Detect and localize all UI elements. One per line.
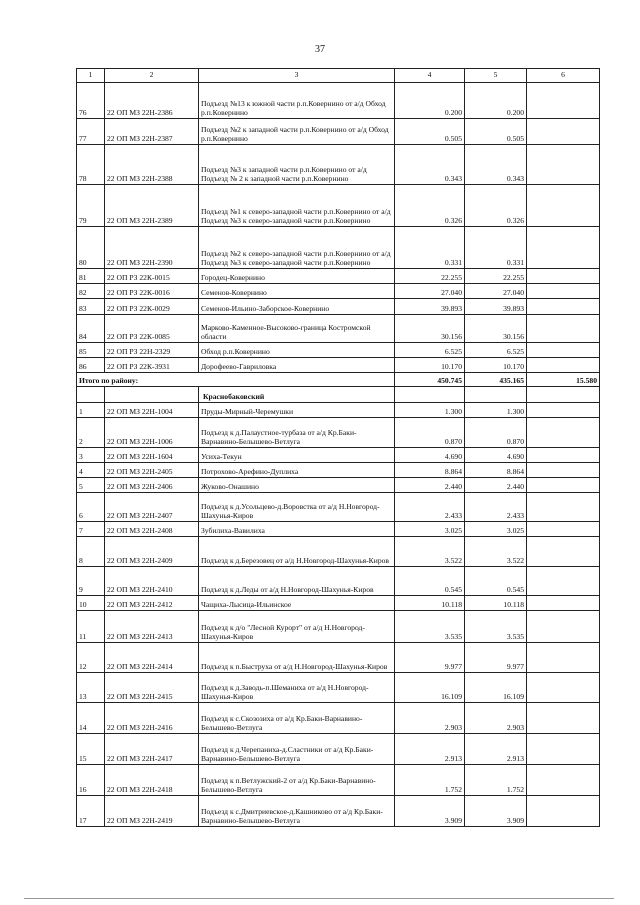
length-col4: 6.525 (395, 343, 465, 358)
row-number: 16 (77, 765, 105, 796)
road-name: Дорофеево-Гавриловка (199, 358, 395, 373)
road-code: 22 ОП МЗ 22Н-2414 (105, 643, 199, 673)
empty-cell (105, 387, 199, 403)
road-name: Пруды-Мирный-Черемушки (199, 403, 395, 418)
table-row (77, 119, 600, 145)
length-col4: 30.156 (395, 315, 465, 343)
row-number: 3 (77, 448, 105, 463)
row-number: 9 (77, 567, 105, 596)
length-col5: 30.156 (465, 315, 527, 343)
table-row (77, 734, 600, 765)
table-row (77, 643, 600, 673)
length-col4: 3.909 (395, 796, 465, 827)
length-col6 (527, 448, 600, 463)
road-name: Чащиха-Лысица-Ильинское (199, 596, 395, 611)
column-header: 6 (527, 69, 600, 83)
table-row (77, 284, 600, 299)
length-col4: 27.040 (395, 284, 465, 299)
road-name: Подъезд к д.Заводь-п.Шеманиха от а/д Н.Новгород-Шахунья-Киров (199, 673, 395, 703)
length-col5: 0.331 (465, 227, 527, 269)
length-col4: 3.025 (395, 522, 465, 537)
road-name: Обход р.п.Ковернино (199, 343, 395, 358)
road-code: 22 ОП РЗ 22К-3931 (105, 358, 199, 373)
length-col5: 4.690 (465, 448, 527, 463)
column-header: 5 (465, 69, 527, 83)
road-code: 22 ОП МЗ 22Н-2409 (105, 537, 199, 567)
road-code: 22 ОП МЗ 22Н-2408 (105, 522, 199, 537)
table-row (77, 299, 600, 315)
length-col6 (527, 227, 600, 269)
length-col5: 2.433 (465, 493, 527, 522)
row-number: 17 (77, 796, 105, 827)
row-number: 1 (77, 403, 105, 418)
length-col4: 3.535 (395, 611, 465, 643)
length-col4: 39.893 (395, 299, 465, 315)
row-number: 86 (77, 358, 105, 373)
length-col6 (527, 83, 600, 119)
length-col4: 1.752 (395, 765, 465, 796)
length-col6 (527, 522, 600, 537)
road-code: 22 ОП МЗ 22Н-1604 (105, 448, 199, 463)
length-col5: 2.903 (465, 703, 527, 734)
road-name: Подъезд к п.Быструха от а/д Н.Новгород-Шахунья-Киров (199, 643, 395, 673)
district-total-row (77, 373, 600, 387)
road-code: 22 ОП МЗ 22Н-2413 (105, 611, 199, 643)
length-col5: 3.025 (465, 522, 527, 537)
table-row (77, 315, 600, 343)
road-code: 22 ОП МЗ 22Н-2416 (105, 703, 199, 734)
road-name: Жуково-Онашино (199, 478, 395, 493)
road-name: Городец-Ковернино (199, 269, 395, 284)
length-col4: 0.505 (395, 119, 465, 145)
road-code: 22 ОП МЗ 22Н-2415 (105, 673, 199, 703)
road-name: Подъезд №3 к западной части р.п.Ковернино от а/д Подъезд № 2 к западной части р.п.Ковернино (199, 145, 395, 185)
length-col6 (527, 537, 600, 567)
length-col6 (527, 796, 600, 827)
length-col4: 0.326 (395, 185, 465, 227)
length-col6 (527, 673, 600, 703)
length-col5: 8.864 (465, 463, 527, 478)
road-code: 22 ОП МЗ 22Н-1004 (105, 403, 199, 418)
row-number: 10 (77, 596, 105, 611)
column-header: 2 (105, 69, 199, 83)
length-col5: 0.545 (465, 567, 527, 596)
length-col4: 0.545 (395, 567, 465, 596)
road-name: Подъезд к д.Усольцево-д.Воровстка от а/д Н.Новгород-Шахунья-Киров (199, 493, 395, 522)
length-col4: 8.864 (395, 463, 465, 478)
length-col4: 9.977 (395, 643, 465, 673)
row-number: 82 (77, 284, 105, 299)
length-col6 (527, 269, 600, 284)
total-col4: 450.745 (395, 373, 465, 387)
road-name: Семенов-Ковернино (199, 284, 395, 299)
length-col4: 4.690 (395, 448, 465, 463)
length-col5: 1.752 (465, 765, 527, 796)
length-col4: 2.440 (395, 478, 465, 493)
length-col6 (527, 596, 600, 611)
length-col4: 0.870 (395, 418, 465, 448)
scan-edge-line (24, 898, 614, 899)
length-col5: 3.535 (465, 611, 527, 643)
row-number: 84 (77, 315, 105, 343)
length-col5: 0.343 (465, 145, 527, 185)
row-number: 11 (77, 611, 105, 643)
length-col5: 16.109 (465, 673, 527, 703)
table-row (77, 83, 600, 119)
row-number: 14 (77, 703, 105, 734)
table-row (77, 522, 600, 537)
road-name: Подъезд №2 к западной части р.п.Ковернино от а/д Обход р.п.Ковернино (199, 119, 395, 145)
length-col4: 22.255 (395, 269, 465, 284)
length-col6 (527, 703, 600, 734)
road-code: 22 ОП РЗ 22К-0029 (105, 299, 199, 315)
district-name: Краснобаковский (199, 387, 395, 403)
row-number: 12 (77, 643, 105, 673)
row-number: 2 (77, 418, 105, 448)
length-col5: 3.909 (465, 796, 527, 827)
road-code: 22 ОП МЗ 22Н-2412 (105, 596, 199, 611)
length-col4: 10.118 (395, 596, 465, 611)
table-row (77, 269, 600, 284)
road-code: 22 ОП МЗ 22Н-2406 (105, 478, 199, 493)
length-col4: 3.522 (395, 537, 465, 567)
table-row (77, 227, 600, 269)
length-col5: 2.913 (465, 734, 527, 765)
row-number: 4 (77, 463, 105, 478)
length-col5: 9.977 (465, 643, 527, 673)
length-col5: 6.525 (465, 343, 527, 358)
table-row (77, 448, 600, 463)
page-number: 37 (315, 44, 325, 55)
empty-cell (465, 387, 527, 403)
table-row (77, 478, 600, 493)
road-code: 22 ОП МЗ 22Н-2419 (105, 796, 199, 827)
row-number: 81 (77, 269, 105, 284)
length-col5: 3.522 (465, 537, 527, 567)
road-code: 22 ОП МЗ 22Н-2389 (105, 185, 199, 227)
total-col5: 435.165 (465, 373, 527, 387)
table-row (77, 145, 600, 185)
column-header: 4 (395, 69, 465, 83)
road-code: 22 ОП РЗ 22Н-2329 (105, 343, 199, 358)
length-col6 (527, 611, 600, 643)
row-number: 83 (77, 299, 105, 315)
road-name: Подъезд к д.Леды от а/д Н.Новгород-Шахунья-Киров (199, 567, 395, 596)
length-col5: 0.870 (465, 418, 527, 448)
row-number: 13 (77, 673, 105, 703)
table-row (77, 493, 600, 522)
row-number: 7 (77, 522, 105, 537)
road-name: Подъезд №2 к северо-западной части р.п.Ковернино от а/д Подъезд №3 к северо-западной части р.п.Ковернино (199, 227, 395, 269)
length-col4: 2.913 (395, 734, 465, 765)
total-col6: 15.580 (527, 373, 600, 387)
column-header: 3 (199, 69, 395, 83)
road-code: 22 ОП МЗ 22Н-2386 (105, 83, 199, 119)
length-col6 (527, 403, 600, 418)
road-code: 22 ОП МЗ 22Н-2410 (105, 567, 199, 596)
empty-cell (77, 387, 105, 403)
table-row (77, 703, 600, 734)
road-name: Зубилиха-Вавилиха (199, 522, 395, 537)
table-row (77, 537, 600, 567)
length-col4: 0.331 (395, 227, 465, 269)
table-body (77, 83, 600, 827)
table-row (77, 673, 600, 703)
length-col6 (527, 734, 600, 765)
road-code: 22 ОП МЗ 22Н-1006 (105, 418, 199, 448)
road-name: Подъезд №13 к южной части р.п.Ковернино от а/д Обход р.п.Ковернино (199, 83, 395, 119)
length-col5: 10.118 (465, 596, 527, 611)
road-name: Подъезд №1 к северо-западной части р.п.Ковернино от а/д Подъезд №3 к северо-западной части р.п.Ковернино (199, 185, 395, 227)
length-col4: 16.109 (395, 673, 465, 703)
road-name: Марково-Каменное-Высоково-граница Костромской области (199, 315, 395, 343)
roads-table (76, 68, 600, 827)
road-code: 22 ОП МЗ 22Н-2407 (105, 493, 199, 522)
length-col4: 0.200 (395, 83, 465, 119)
length-col6 (527, 358, 600, 373)
road-name: Подъезд к с.Дмитриевское-д.Кашниково от а/д Кр.Баки-Варнавино-Белышево-Ветлуга (199, 796, 395, 827)
table-row (77, 403, 600, 418)
road-code: 22 ОП РЗ 22К-0015 (105, 269, 199, 284)
road-name: Подъезд к п.Ветлужский-2 от а/д Кр.Баки-Варнавино-Белышево-Ветлуга (199, 765, 395, 796)
row-number: 76 (77, 83, 105, 119)
length-col6 (527, 765, 600, 796)
road-code: 22 ОП РЗ 22К-0016 (105, 284, 199, 299)
road-name: Потрохово-Арефино-Дуплиха (199, 463, 395, 478)
length-col5: 0.505 (465, 119, 527, 145)
header-row (77, 69, 600, 83)
length-col6 (527, 478, 600, 493)
table-row (77, 567, 600, 596)
row-number: 78 (77, 145, 105, 185)
road-name: Подъезд к д.Палаустное-турбаза от а/д Кр.Баки-Варнавино-Белышево-Ветлуга (199, 418, 395, 448)
table-row (77, 611, 600, 643)
road-code: 22 ОП МЗ 22Н-2417 (105, 734, 199, 765)
row-number: 80 (77, 227, 105, 269)
row-number: 6 (77, 493, 105, 522)
length-col5: 39.893 (465, 299, 527, 315)
road-code: 22 ОП РЗ 22К-0085 (105, 315, 199, 343)
length-col6 (527, 185, 600, 227)
length-col6 (527, 299, 600, 315)
length-col6 (527, 315, 600, 343)
table-row (77, 796, 600, 827)
road-name: Подъезд к д.Березовец от а/д Н.Новгород-Шахунья-Киров (199, 537, 395, 567)
road-code: 22 ОП МЗ 22Н-2387 (105, 119, 199, 145)
row-number: 5 (77, 478, 105, 493)
length-col4: 2.903 (395, 703, 465, 734)
length-col6 (527, 643, 600, 673)
length-col6 (527, 145, 600, 185)
length-col5: 2.440 (465, 478, 527, 493)
table-row (77, 343, 600, 358)
row-number: 15 (77, 734, 105, 765)
road-code: 22 ОП МЗ 22Н-2388 (105, 145, 199, 185)
table-row (77, 596, 600, 611)
row-number: 79 (77, 185, 105, 227)
table-row (77, 358, 600, 373)
length-col5: 22.255 (465, 269, 527, 284)
road-code: 22 ОП МЗ 22Н-2390 (105, 227, 199, 269)
road-name: Семенов-Ильино-Заборское-Ковернино (199, 299, 395, 315)
length-col4: 10.170 (395, 358, 465, 373)
length-col5: 10.170 (465, 358, 527, 373)
table-row (77, 185, 600, 227)
row-number: 8 (77, 537, 105, 567)
length-col6 (527, 284, 600, 299)
length-col4: 1.300 (395, 403, 465, 418)
road-code: 22 ОП МЗ 22Н-2418 (105, 765, 199, 796)
length-col5: 0.200 (465, 83, 527, 119)
length-col5: 1.300 (465, 403, 527, 418)
length-col5: 0.326 (465, 185, 527, 227)
empty-cell (395, 387, 465, 403)
row-number: 77 (77, 119, 105, 145)
length-col6 (527, 567, 600, 596)
road-name: Подъезд к д/о "Лесной Курорт" от а/д Н.Новгород-Шахунья-Киров (199, 611, 395, 643)
road-name: Усиха-Текун (199, 448, 395, 463)
length-col4: 2.433 (395, 493, 465, 522)
length-col6 (527, 119, 600, 145)
length-col6 (527, 418, 600, 448)
length-col6 (527, 343, 600, 358)
empty-cell (527, 387, 600, 403)
length-col4: 0.343 (395, 145, 465, 185)
length-col5: 27.040 (465, 284, 527, 299)
table-row (77, 463, 600, 478)
table-row (77, 418, 600, 448)
length-col6 (527, 463, 600, 478)
district-header-row (77, 387, 600, 403)
row-number: 85 (77, 343, 105, 358)
length-col6 (527, 493, 600, 522)
road-code: 22 ОП МЗ 22Н-2405 (105, 463, 199, 478)
column-header: 1 (77, 69, 105, 83)
table-row (77, 765, 600, 796)
road-name: Подъезд к д.Черепаниха-д.Сластники от а/д Кр.Баки-Варнавино-Белышево-Ветлуга (199, 734, 395, 765)
total-label: Итого по району: (77, 373, 395, 387)
road-name: Подъезд к с.Скозозиха от а/д Кр.Баки-Варнавино-Белышево-Ветлуга (199, 703, 395, 734)
